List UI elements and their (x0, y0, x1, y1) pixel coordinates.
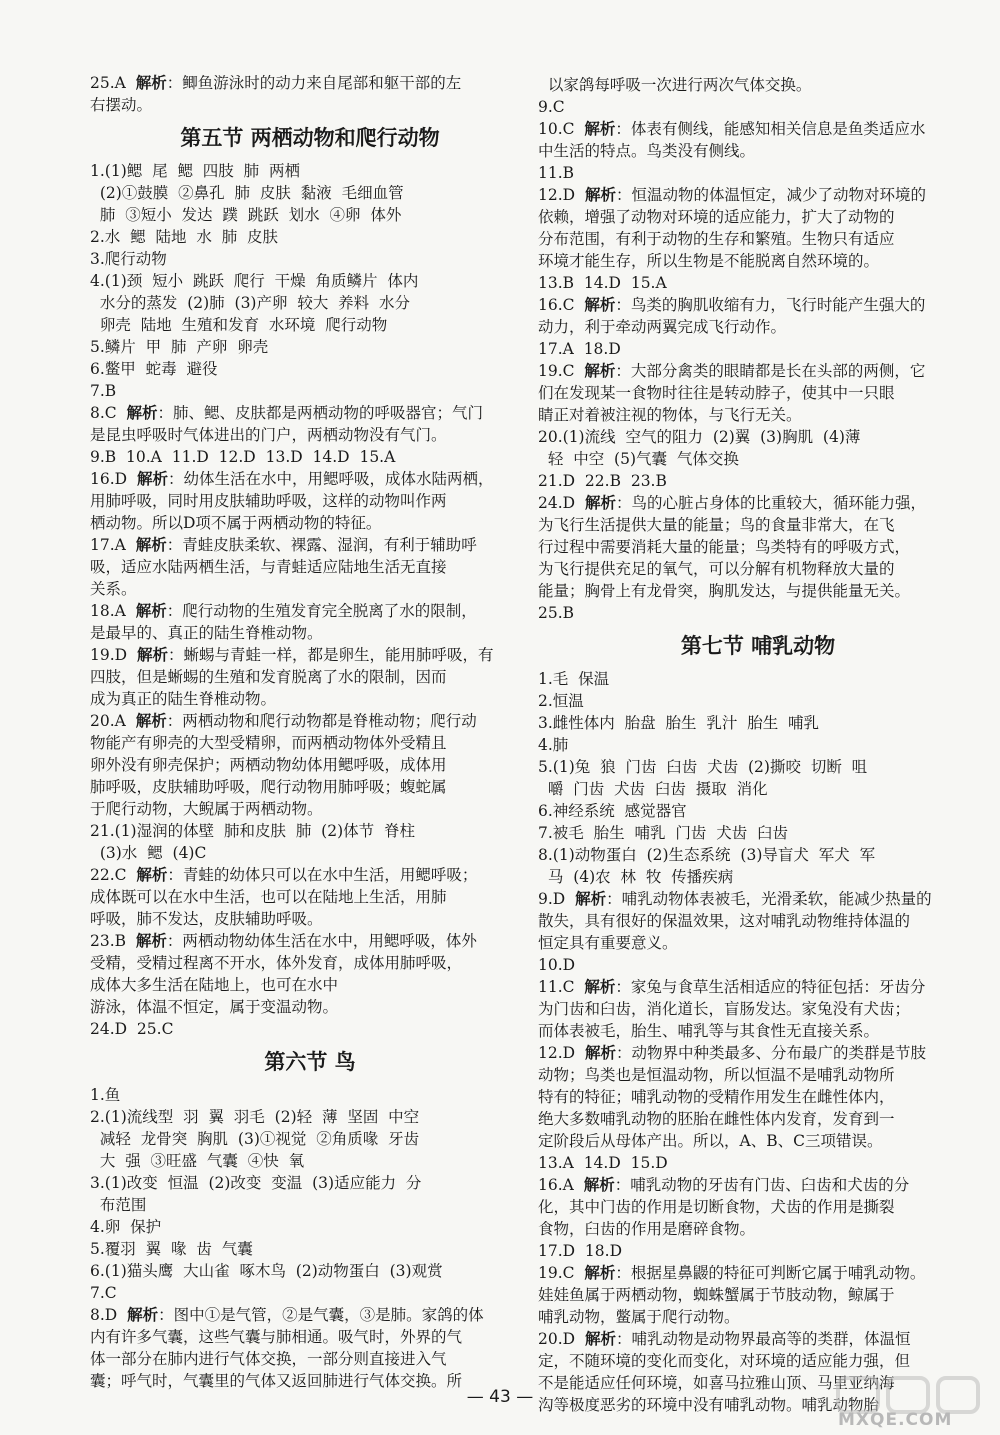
answer-line (538, 822, 978, 844)
analysis-label: 解析 (584, 1263, 616, 1282)
answer-text: 4.肺 (538, 736, 569, 754)
answer-text: 11.B (538, 164, 575, 182)
answer-line (538, 1218, 978, 1240)
analysis-text: ：图中①是气管，②是气囊，③是肺。家鸽的体 (158, 1306, 484, 1324)
answer-text: 呼吸，肺不发达，皮肤辅助呼吸。 (90, 910, 323, 928)
answer-line (538, 1064, 978, 1086)
answer-line (538, 316, 978, 338)
analysis-text: ：哺乳动物是动物界最高等的类群，体温恒 (615, 1330, 911, 1348)
answer-text: 2.恒温 (538, 692, 584, 710)
answer-line (90, 204, 530, 226)
answer-text: 吸，适应水陆两栖生活，与青蛙适应陆地生活无直接 (90, 558, 447, 576)
answer-line (90, 644, 530, 666)
analysis-label: 解析 (584, 361, 616, 380)
answer-text: 4.(1)颈 短小 跳跃 爬行 干燥 角质鳞片 体内 (90, 272, 419, 290)
analysis-label: 解析 (135, 73, 167, 92)
answer-text: 卵外没有卵壳保护；两栖动物幼体用鳃呼吸，成体用 (90, 756, 447, 774)
answer-line (538, 228, 978, 250)
answer-line (90, 160, 530, 182)
answer-line (90, 534, 530, 556)
answer-line (538, 1086, 978, 1108)
answer-line (90, 402, 530, 424)
answer-text: 8.(1)动物蛋白 (2)生态系统 (3)导盲犬 军犬 军 (538, 846, 876, 864)
answer-line (538, 602, 978, 624)
answer-text: 10.D (538, 956, 576, 974)
answer-text: 12.D (538, 1044, 585, 1062)
answer-line (538, 1262, 978, 1284)
answer-text: 22.C (90, 866, 137, 884)
analysis-text: ：蜥蜴与青蛙一样，都是卵生，能用肺呼吸，有 (167, 646, 494, 664)
analysis-text: ：青蛙皮肤柔软、裸露、湿润，有利于辅助呼 (166, 536, 477, 554)
answer-line (90, 842, 530, 864)
analysis-label: 解析 (135, 711, 167, 730)
answer-line (90, 1084, 530, 1106)
answer-line (90, 182, 530, 204)
analysis-label: 解析 (584, 185, 616, 204)
answer-line (90, 248, 530, 270)
answer-text: 13.B 14.D 15.A (538, 274, 667, 292)
answer-text: 行过程中需要消耗大量的能量；鸟类特有的呼吸方式， (538, 538, 911, 556)
analysis-label: 解析 (135, 931, 167, 950)
answer-text: 马 (4)农 林 牧 传播疾病 (538, 868, 734, 886)
answer-line (538, 118, 978, 140)
answer-line (90, 600, 530, 622)
answer-line (90, 424, 530, 446)
answer-line (90, 556, 530, 578)
analysis-text: ：大部分禽类的眼睛都是长在头部的两侧，它 (615, 362, 926, 380)
answer-line (538, 514, 978, 536)
answer-line (538, 932, 978, 954)
answer-text: 1.毛 保温 (538, 670, 610, 688)
analysis-label: 解析 (136, 865, 168, 884)
answer-line (538, 668, 978, 690)
section-heading: 第六节 鸟 (264, 1050, 356, 1074)
analysis-text: ：鲫鱼游泳时的动力来自尾部和躯干部的左 (166, 74, 462, 92)
analysis-label: 解析 (127, 1305, 159, 1324)
answer-line (90, 1150, 530, 1172)
answer-line (538, 712, 978, 734)
analysis-text: ：爬行动物的生殖发育完全脱离了水的限制， (166, 602, 477, 620)
answer-line (90, 798, 530, 820)
analysis-text: ：幼体生活在水中，用鳃呼吸，成体水陆两栖， (167, 470, 494, 488)
analysis-text: ：根据星鼻鼹的特征可判断它属于哺乳动物。 (615, 1264, 926, 1282)
answer-line (538, 1196, 978, 1218)
answer-text: 7.被毛 胎生 哺乳 门齿 犬齿 臼齿 (538, 824, 789, 842)
answer-text: 是最早的、真正的陆生脊椎动物。 (90, 624, 323, 642)
answer-text: 关系。 (90, 580, 137, 598)
answer-text: 8.D (90, 1306, 128, 1324)
answer-text: 5.覆羽 翼 喙 齿 气囊 (90, 1240, 253, 1258)
answer-text: 能量；胸骨上有龙骨突，胸肌发达，与提供能量无关。 (538, 582, 911, 600)
answer-text: 成为真正的陆生脊椎动物。 (90, 690, 277, 708)
answer-text: 11.C (538, 978, 585, 996)
answer-line (90, 1128, 530, 1150)
answer-line (90, 578, 530, 600)
answer-line (538, 844, 978, 866)
answer-text: 4.卵 保护 (90, 1218, 162, 1236)
watermark-text: MXQE.COM (838, 1410, 953, 1430)
answer-text: 散失，具有很好的保温效果，这对哺乳动物维持体温的 (538, 912, 911, 930)
answer-text: 轻 中空 (5)气囊 气体交换 (538, 450, 739, 468)
answer-line (90, 666, 530, 688)
answer-line (538, 250, 978, 272)
section-heading: 第七节 哺乳动物 (680, 634, 836, 658)
answer-text: 3.雌性体内 胎盘 胎生 乳汁 胎生 哺乳 (538, 714, 820, 732)
answer-text: 环境才能生存，所以生物是不能脱离自然环境的。 (538, 252, 880, 270)
answer-text: 17.A 18.D (538, 340, 621, 358)
analysis-label: 解析 (584, 1329, 616, 1348)
analysis-label: 解析 (584, 977, 616, 996)
answer-line (90, 292, 530, 314)
answer-text: 17.A (90, 536, 136, 554)
answer-text: 四肢，但是蜥蜴的生殖和发育脱离了水的限制，因而 (90, 668, 447, 686)
answer-line (538, 1350, 978, 1372)
analysis-label: 解析 (136, 469, 168, 488)
answer-text: 19.C (538, 1264, 585, 1282)
answer-line (538, 1042, 978, 1064)
answer-text: 25.A (90, 74, 136, 92)
answer-text: 3.爬行动物 (90, 250, 167, 268)
answer-line (538, 96, 978, 118)
answer-line (90, 886, 530, 908)
answer-line (538, 184, 978, 206)
answer-line (90, 1194, 530, 1216)
answer-line (538, 888, 978, 910)
answer-line (538, 74, 978, 96)
answer-line (90, 468, 530, 490)
analysis-text: ：恒温动物的体温恒定，减少了动物对环境的 (615, 186, 926, 204)
answer-line (538, 690, 978, 712)
answer-text: 9.B 10.A 11.D 12.D 13.D 14.D 15.A (90, 448, 396, 466)
answer-text: 内有许多气囊，这些气囊与肺相通。吸气时，外界的气 (90, 1328, 463, 1346)
answer-text: 于爬行动物，大鲵属于两栖动物。 (90, 800, 323, 818)
answer-text: 嚼 门齿 犬齿 臼齿 摄取 消化 (538, 780, 768, 798)
answer-text: 为门齿和臼齿，消化道长，盲肠发达。家兔没有犬齿； (538, 1000, 911, 1018)
answer-line (538, 162, 978, 184)
answer-text: 受精，受精过程离不开水，体外发育，成体用肺呼吸， (90, 954, 463, 972)
answer-line (538, 778, 978, 800)
answer-text: 21.D 22.B 23.B (538, 472, 667, 490)
answer-line (90, 380, 530, 402)
answer-line (538, 580, 978, 602)
analysis-label: 解析 (584, 493, 616, 512)
answer-text: 为飞行提供充足的氧气，可以分解有机物释放大量的 (538, 560, 895, 578)
analysis-label: 解析 (584, 1043, 616, 1062)
answer-line (90, 1260, 530, 1282)
answer-text: 16.D (90, 470, 137, 488)
answer-text: 绝大多数哺乳动物的胚胎在雌性体内发育，发育到一 (538, 1110, 895, 1128)
answer-line (538, 1020, 978, 1042)
answer-line (538, 1174, 978, 1196)
answer-line (538, 998, 978, 1020)
answer-line (90, 1304, 530, 1326)
answer-line (90, 820, 530, 842)
answer-text: 9.C (538, 98, 565, 116)
answer-line (538, 404, 978, 426)
answer-line (538, 140, 978, 162)
answer-line (90, 358, 530, 380)
analysis-text: ：哺乳动物体表被毛，光滑柔软，能减少热量的 (606, 890, 932, 908)
answer-line (538, 338, 978, 360)
section-heading: 第五节 两栖动物和爬行动物 (180, 126, 440, 150)
answer-line (538, 1108, 978, 1130)
answer-text: 6.神经系统 感觉器官 (538, 802, 687, 820)
answer-text: 中生活的特点。鸟类没有侧线。 (538, 142, 756, 160)
answer-line (90, 710, 530, 732)
answer-line (538, 294, 978, 316)
answer-text: 20.D (538, 1330, 585, 1348)
answer-text: 游泳，体温不恒定，属于变温动物。 (90, 998, 339, 1016)
answer-text: 5.(1)兔 狼 门齿 臼齿 犬齿 (2)撕咬 切断 咀 (538, 758, 868, 776)
answer-text: 7.C (90, 1284, 117, 1302)
answer-text: 不是能适应任何环境，如喜马拉雅山顶、马里亚纳海 (538, 1374, 895, 1392)
analysis-label: 解析 (575, 889, 607, 908)
answer-text: 肺呼吸，皮肤辅助呼吸，爬行动物用肺呼吸；蝮蛇属 (90, 778, 447, 796)
answer-line (538, 734, 978, 756)
answer-line (90, 952, 530, 974)
analysis-text: ：动物界中种类最多、分布最广的类群是节肢 (615, 1044, 926, 1062)
answer-text: 物能产有卵壳的大型受精卵，而两栖动物体外受精且 (90, 734, 447, 752)
answer-line (90, 512, 530, 534)
analysis-text: ：两栖动物幼体生活在水中，用鳃呼吸，体外 (166, 932, 477, 950)
answer-text: 6.鳖甲 蛇毒 避役 (90, 360, 218, 378)
answer-line (538, 426, 978, 448)
answer-line (90, 996, 530, 1018)
answer-text: 哺乳动物，鳖属于爬行动物。 (538, 1308, 740, 1326)
answer-line (538, 492, 978, 514)
answer-text: 17.D 18.D (538, 1242, 623, 1260)
answer-text: 而体表被毛，胎生、哺乳等与其食性无直接关系。 (538, 1022, 880, 1040)
answer-line (538, 1240, 978, 1262)
answer-text: 5.鳞片 甲 肺 产卵 卵壳 (90, 338, 269, 356)
answer-text: 25.B (538, 604, 575, 622)
answer-text: 定，不随环境的变化而变化，对环境的适应能力强，但 (538, 1352, 911, 1370)
analysis-text: ：鸟类的胸肌收缩有力，飞行时能产生强大的 (615, 296, 926, 314)
answer-line (90, 688, 530, 710)
answer-text: 2.(1)流线型 羽 翼 羽毛 (2)轻 薄 坚固 中空 (90, 1108, 420, 1126)
answer-text: 16.A (538, 1176, 584, 1194)
analysis-text: ：青蛙的幼体只可以在水中生活，用鳃呼吸； (167, 866, 478, 884)
answer-text: 9.D (538, 890, 576, 908)
answer-line (90, 72, 530, 94)
analysis-text: ：肺、鳃、皮肤都是两栖动物的呼吸器官；气门 (157, 404, 484, 422)
answer-text: 13.A 14.D 15.D (538, 1154, 668, 1172)
answer-text: 为飞行生活提供大量的能量；鸟的食量非常大，在飞 (538, 516, 895, 534)
analysis-text: ：体表有侧线，能感知相关信息是鱼类适应水 (615, 120, 926, 138)
analysis-label: 解析 (584, 295, 616, 314)
answer-line (90, 270, 530, 292)
answer-text: 3.(1)改变 恒温 (2)改变 变温 (3)适应能力 分 (90, 1174, 422, 1192)
answer-text: 6.(1)猫头鹰 大山雀 啄木鸟 (2)动物蛋白 (3)观赏 (90, 1262, 443, 1280)
analysis-label: 解析 (135, 601, 167, 620)
answer-line (90, 446, 530, 468)
answer-line (90, 930, 530, 952)
answer-text: 2.水 鳃 陆地 水 肺 皮肤 (90, 228, 279, 246)
answer-text: 睛正对着被注视的物体，与飞行无关。 (538, 406, 802, 424)
analysis-label: 解析 (583, 1175, 615, 1194)
answer-text: 化，其中门齿的作用是切断食物，犬齿的作用是撕裂 (538, 1198, 895, 1216)
answer-line (538, 866, 978, 888)
answer-text: 栖动物。所以D项不属于两栖动物的特征。 (90, 514, 382, 532)
answer-text: 减轻 龙骨突 胸肌 (3)①视觉 ②角质喙 牙齿 (90, 1130, 420, 1148)
answer-text: 动物；鸟类也是恒温动物，所以恒温不是哺乳动物所 (538, 1066, 895, 1084)
right-column (538, 74, 978, 1416)
answer-text: 19.C (538, 362, 585, 380)
answer-line (90, 1348, 530, 1370)
answer-text: 肺 ③短小 发达 蹼 跳跃 划水 ④卵 体外 (90, 206, 402, 224)
answer-line (90, 226, 530, 248)
answer-line (90, 776, 530, 798)
answer-text: 食物，臼齿的作用是磨碎食物。 (538, 1220, 756, 1238)
answer-text: 定阶段后从母体产出。所以，A、B、C三项错误。 (538, 1132, 883, 1150)
answer-line (538, 448, 978, 470)
answer-text: 是昆虫呼吸时气体进出的门户，两栖动物没有气门。 (90, 426, 447, 444)
answer-line (90, 732, 530, 754)
answer-line (538, 954, 978, 976)
answer-line (538, 756, 978, 778)
analysis-text: ：哺乳动物的牙齿有门齿、臼齿和犬齿的分 (614, 1176, 910, 1194)
answer-line (538, 1152, 978, 1174)
answer-line (538, 558, 978, 580)
answer-text: 右摆动。 (90, 96, 153, 114)
answer-text: 7.B (90, 382, 117, 400)
answer-text: 23.B (90, 932, 136, 950)
answer-line (538, 272, 978, 294)
answer-text: 以家鸽每呼吸一次进行两次气体交换。 (538, 76, 812, 94)
answer-line (90, 336, 530, 358)
answer-text: 卵壳 陆地 生殖和发育 水环境 爬行动物 (90, 316, 388, 334)
answer-text: 依赖，增强了动物对环境的适应能力，扩大了动物的 (538, 208, 895, 226)
analysis-text: ：两栖动物和爬行动物都是脊椎动物；爬行动 (166, 712, 477, 730)
answer-text: 布范围 (90, 1196, 147, 1214)
answer-line (90, 1018, 530, 1040)
answer-text: 24.D 25.C (90, 1020, 174, 1038)
answer-line (90, 1326, 530, 1348)
answer-text: 1.鱼 (90, 1086, 121, 1104)
answer-text: 分布范围，有利于动物的生存和繁殖。生物只有适应 (538, 230, 895, 248)
answer-line (538, 1130, 978, 1152)
page-number: — 43 — (466, 1387, 534, 1407)
analysis-text: ：鸟的心脏占身体的比重较大，循环能力强， (615, 494, 926, 512)
answer-line (90, 864, 530, 886)
answer-line (90, 908, 530, 930)
answer-line (538, 470, 978, 492)
answer-text: 21.(1)湿润的体壁 肺和皮肤 肺 (2)体节 脊柱 (90, 822, 415, 840)
answer-line (90, 622, 530, 644)
answer-text: 用肺呼吸，同时用皮肤辅助呼吸，这样的动物叫作两 (90, 492, 447, 510)
answer-text: 24.D (538, 494, 585, 512)
answer-line (90, 1216, 530, 1238)
answer-text: 水分的蒸发 (2)肺 (3)产卵 较大 养料 水分 (90, 294, 411, 312)
answer-line (90, 314, 530, 336)
answer-line (538, 910, 978, 932)
answer-line (538, 536, 978, 558)
answer-text: 沟等极度恶劣的环境中没有哺乳动物。哺乳动物胎 (538, 1396, 880, 1414)
analysis-label: 解析 (126, 403, 158, 422)
answer-text: 19.D (90, 646, 137, 664)
answer-text: (3)水 鳃 (4)C (90, 844, 207, 862)
analysis-label: 解析 (136, 645, 168, 664)
answer-text: 恒定具有重要意义。 (538, 934, 678, 952)
answer-text: 8.C (90, 404, 127, 422)
answer-text: 特有的特征；哺乳动物的受精作用发生在雌性体内， (538, 1088, 895, 1106)
answer-line (538, 206, 978, 228)
answer-line (90, 94, 530, 116)
answer-text: 16.C (538, 296, 585, 314)
answer-line (538, 1284, 978, 1306)
answer-text: 娃娃鱼属于两栖动物，蜘蛛蟹属于节肢动物，鲸属于 (538, 1286, 895, 1304)
answer-text: 10.C (538, 120, 585, 138)
answer-line (538, 382, 978, 404)
answer-line (538, 976, 978, 998)
analysis-label: 解析 (584, 119, 616, 138)
answer-line (90, 490, 530, 512)
answer-line (538, 1306, 978, 1328)
left-column (90, 72, 530, 1392)
answer-line (90, 754, 530, 776)
answer-text: 们在发现某一食物时往往是转动脖子，使其中一只眼 (538, 384, 895, 402)
answer-text: 成体既可以在水中生活，也可以在陆地上生活，用肺 (90, 888, 447, 906)
analysis-text: ：家兔与食草生活相适应的特征包括：牙齿分 (615, 978, 926, 996)
answer-line (90, 1282, 530, 1304)
answer-text: 体一部分在肺内进行气体交换，一部分则直接进入气 (90, 1350, 447, 1368)
answer-text: 大 强 ③旺盛 气囊 ④快 氧 (90, 1152, 305, 1170)
answer-text: 20.(1)流线 空气的阻力 (2)翼 (3)胸肌 (4)薄 (538, 428, 861, 446)
answer-text: (2)①鼓膜 ②鼻孔 肺 皮肤 黏液 毛细血管 (90, 184, 404, 202)
answer-line (538, 360, 978, 382)
analysis-label: 解析 (135, 535, 167, 554)
answer-text: 成体大多生活在陆地上，也可在水中 (90, 976, 339, 994)
answer-line (90, 1238, 530, 1260)
answer-text: 20.A (90, 712, 136, 730)
answer-text: 18.A (90, 602, 136, 620)
answer-text: 囊；呼气时，气囊里的气体又返回肺进行气体交换。所 (90, 1372, 463, 1390)
answer-line (90, 1106, 530, 1128)
answer-text: 1.(1)鳃 尾 鳃 四肢 肺 两栖 (90, 162, 301, 180)
answer-line (90, 974, 530, 996)
answer-line (538, 1328, 978, 1350)
answer-line (90, 1172, 530, 1194)
answer-line (538, 800, 978, 822)
answer-text: 12.D (538, 186, 585, 204)
answer-text: 动力，利于牵动两翼完成飞行动作。 (538, 318, 787, 336)
